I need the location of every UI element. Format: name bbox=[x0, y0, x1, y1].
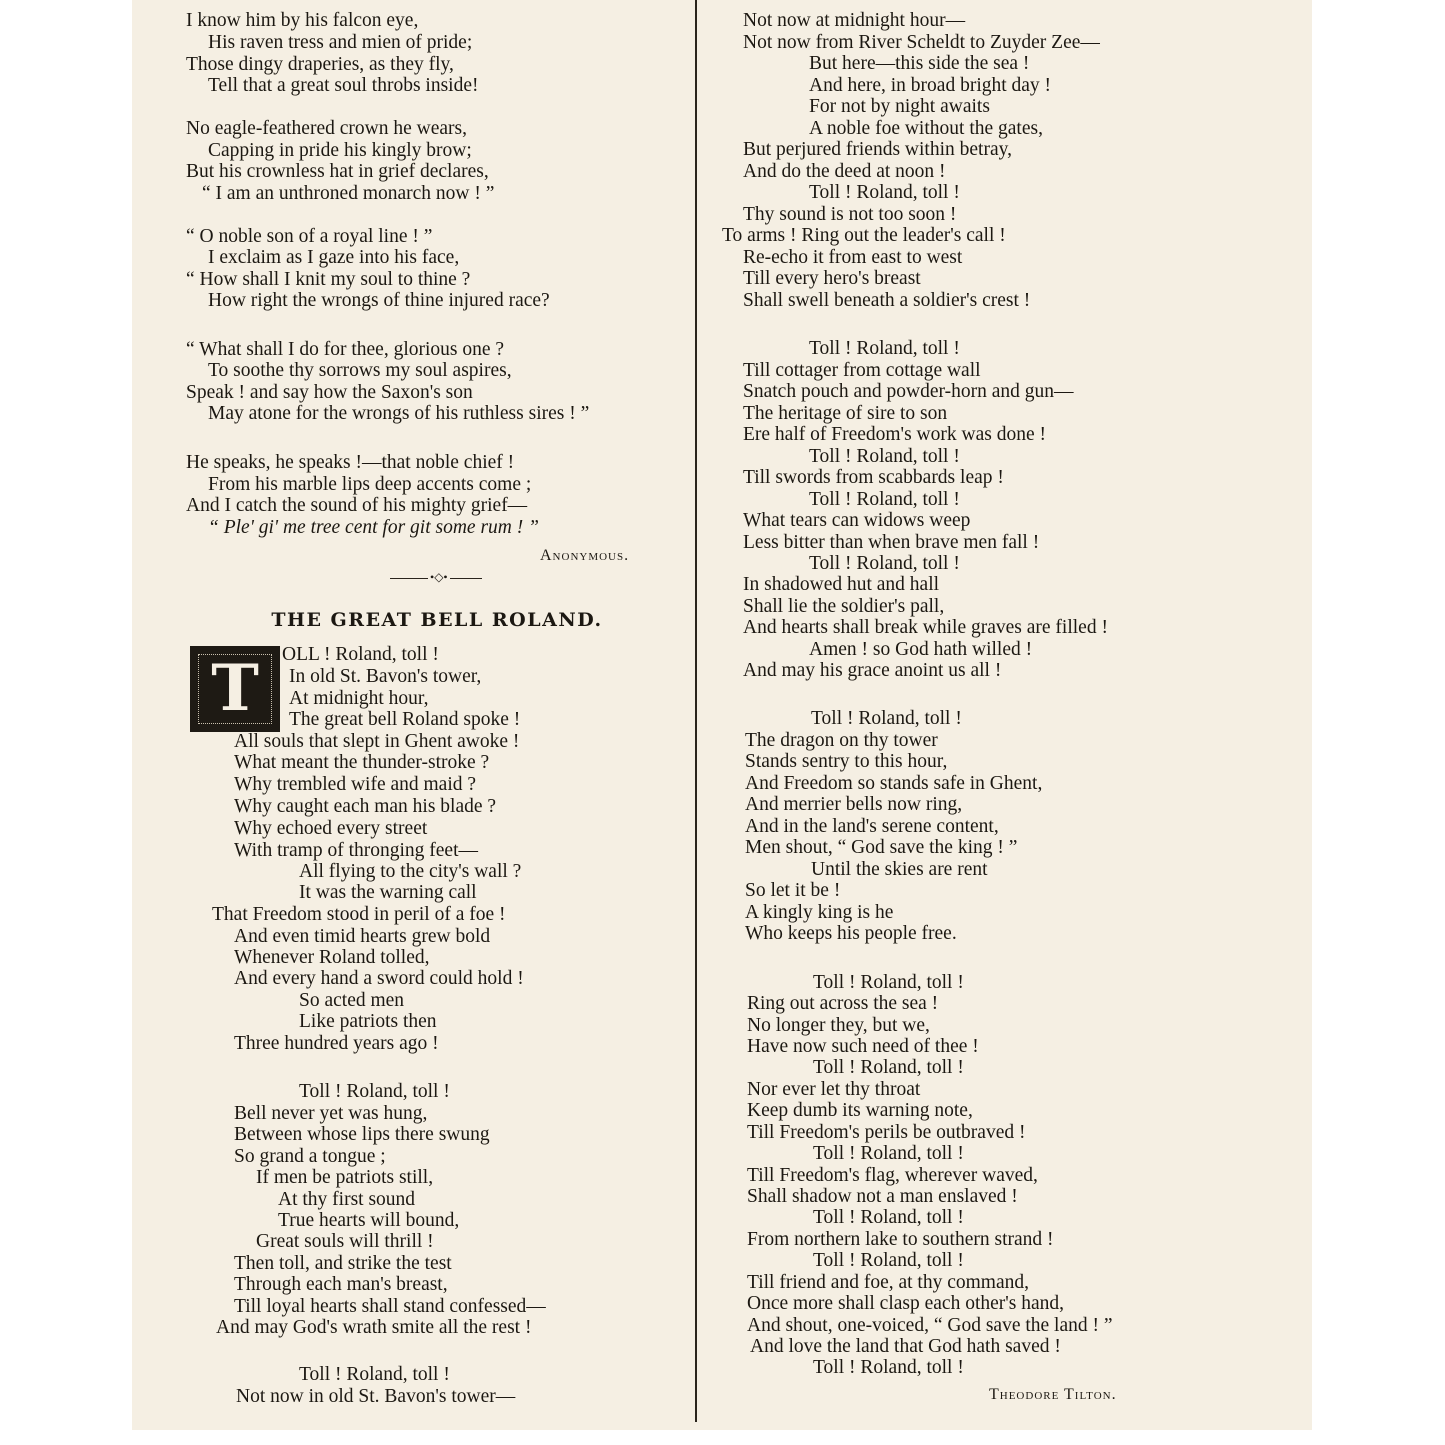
poem-line: At midnight hour, bbox=[289, 688, 429, 709]
poem-line: Shall shadow not a man enslaved ! bbox=[747, 1186, 1018, 1207]
poem-line: From his marble lips deep accents come ; bbox=[208, 474, 532, 495]
poem-line-refrain: Toll ! Roland, toll ! bbox=[299, 1081, 450, 1102]
poem-line: Shall swell beneath a soldier's crest ! bbox=[743, 290, 1031, 311]
poem-line: If men be patriots still, bbox=[256, 1167, 434, 1188]
poem-line: Tell that a great soul throbs inside! bbox=[208, 75, 479, 96]
poem-line: Snatch pouch and powder-horn and gun— bbox=[743, 381, 1074, 402]
poem-line-italic: “ Ple' gi' me tree cent for git some rum ! ” bbox=[208, 517, 539, 538]
poem-line: Thy sound is not too soon ! bbox=[743, 204, 957, 225]
poem-line: Till cottager from cottage wall bbox=[743, 360, 981, 381]
poem-line: And every hand a sword could hold ! bbox=[234, 968, 524, 989]
poem-line: Shall lie the soldier's pall, bbox=[743, 596, 945, 617]
poem-line: Like patriots then bbox=[299, 1011, 437, 1032]
poem-line-refrain: Toll ! Roland, toll ! bbox=[813, 1143, 964, 1164]
poem-line: All flying to the city's wall ? bbox=[299, 861, 522, 882]
poem-line: Bell never yet was hung, bbox=[234, 1103, 428, 1124]
poem-line: Who keeps his people free. bbox=[745, 923, 957, 944]
poem-line: Re-echo it from east to west bbox=[743, 247, 963, 268]
poem-line: And even timid hearts grew bold bbox=[234, 926, 491, 947]
poem-line: That Freedom stood in peril of a foe ! bbox=[212, 904, 506, 925]
poem-line: True hearts will bound, bbox=[278, 1210, 460, 1231]
poem-line: Why trembled wife and maid ? bbox=[234, 774, 477, 795]
poem-line: Have now such need of thee ! bbox=[747, 1036, 979, 1057]
poem-line: To soothe thy sorrows my soul aspires, bbox=[208, 360, 512, 381]
poem-line: In shadowed hut and hall bbox=[743, 574, 940, 595]
poem-line: Great souls will thrill ! bbox=[256, 1231, 434, 1252]
poem-line: All souls that slept in Ghent awoke ! bbox=[234, 731, 520, 752]
poem-line: May atone for the wrongs of his ruthless sires ! ” bbox=[208, 403, 590, 424]
poem-line: Amen ! so God hath willed ! bbox=[809, 639, 1033, 660]
poem-line-refrain: Toll ! Roland, toll ! bbox=[813, 1057, 964, 1078]
page-sheet bbox=[132, 0, 1312, 1430]
poem-line: How right the wrongs of thine injured race? bbox=[208, 290, 550, 311]
poem-line: “ I am an unthroned monarch now ! ” bbox=[202, 183, 495, 204]
poem-line: And Freedom so stands safe in Ghent, bbox=[745, 773, 1043, 794]
attribution-author: Theodore Tilton. bbox=[989, 1386, 1117, 1403]
poem-line: Keep dumb its warning note, bbox=[747, 1100, 973, 1121]
poem-line: To arms ! Ring out the leader's call ! bbox=[722, 225, 1006, 246]
poem-line: The great bell Roland spoke ! bbox=[289, 709, 521, 730]
poem-line: The dragon on thy tower bbox=[745, 730, 938, 751]
poem-line: Ring out across the sea ! bbox=[747, 993, 939, 1014]
poem-title: THE GREAT BELL ROLAND. bbox=[271, 609, 603, 631]
column-rule bbox=[695, 0, 697, 1422]
poem-line: But his crownless hat in grief declares, bbox=[186, 161, 489, 182]
poem-line: Till swords from scabbards leap ! bbox=[743, 467, 1004, 488]
poem-line: No eagle-feathered crown he wears, bbox=[186, 118, 467, 139]
poem-line: In old St. Bavon's tower, bbox=[289, 666, 482, 687]
poem-line: Three hundred years ago ! bbox=[234, 1033, 439, 1054]
poem-line: Till friend and foe, at thy command, bbox=[747, 1272, 1029, 1293]
poem-line: I exclaim as I gaze into his face, bbox=[208, 247, 460, 268]
poem-line: Capping in pride his kingly brow; bbox=[208, 140, 472, 161]
poem-line: A kingly king is he bbox=[745, 902, 894, 923]
dropcap-ornament: T bbox=[190, 646, 280, 732]
poem-line: Whenever Roland tolled, bbox=[234, 947, 430, 968]
poem-line: Through each man's breast, bbox=[234, 1274, 448, 1295]
attribution-anonymous: Anonymous. bbox=[540, 547, 630, 564]
poem-line: Not now in old St. Bavon's tower— bbox=[236, 1386, 516, 1407]
poem-line: “ What shall I do for thee, glorious one ? bbox=[186, 339, 505, 360]
poem-line: No longer they, but we, bbox=[747, 1015, 930, 1036]
divider-ornament: •◇• bbox=[430, 570, 448, 584]
poem-line: Men shout, “ God save the king ! ” bbox=[745, 837, 1018, 858]
poem-line: And do the deed at noon ! bbox=[743, 161, 946, 182]
poem-line: And may his grace anoint us all ! bbox=[743, 660, 1002, 681]
poem-line: So acted men bbox=[299, 990, 405, 1011]
poem-line-refrain: Toll ! Roland, toll ! bbox=[299, 1364, 450, 1385]
poem-line-refrain: Toll ! Roland, toll ! bbox=[813, 1250, 964, 1271]
poem-line: So grand a tongue ; bbox=[234, 1146, 386, 1167]
poem-line: Not now from River Scheldt to Zuyder Zee— bbox=[743, 32, 1100, 53]
poem-line-refrain: Toll ! Roland, toll ! bbox=[809, 338, 960, 359]
poem-line: Till loyal hearts shall stand confessed— bbox=[234, 1296, 546, 1317]
poem-line: But here—this side the sea ! bbox=[809, 53, 1030, 74]
poem-line: With tramp of thronging feet— bbox=[234, 840, 478, 861]
poem-line: Nor ever let thy throat bbox=[747, 1079, 921, 1100]
poem-line: And shout, one-voiced, “ God save the land ! ” bbox=[747, 1315, 1113, 1336]
poem-line: OLL ! Roland, toll ! bbox=[282, 644, 439, 665]
poem-line: Between whose lips there swung bbox=[234, 1124, 490, 1145]
poem-line: His raven tress and mien of pride; bbox=[208, 32, 473, 53]
poem-line-refrain: Toll ! Roland, toll ! bbox=[809, 553, 960, 574]
poem-line: And here, in broad bright day ! bbox=[809, 75, 1052, 96]
poem-line-refrain: Toll ! Roland, toll ! bbox=[809, 489, 960, 510]
section-divider bbox=[390, 570, 482, 584]
poem-line-refrain: Toll ! Roland, toll ! bbox=[813, 1207, 964, 1228]
poem-line: Stands sentry to this hour, bbox=[745, 751, 948, 772]
poem-line: Once more shall clasp each other's hand, bbox=[747, 1293, 1065, 1314]
poem-line: It was the warning call bbox=[299, 882, 477, 903]
poem-line: Until the skies are rent bbox=[811, 859, 988, 880]
poem-line: He speaks, he speaks !—that noble chief ! bbox=[186, 452, 515, 473]
poem-line: Why caught each man his blade ? bbox=[234, 796, 497, 817]
poem-line: Till every hero's breast bbox=[743, 268, 921, 289]
poem-line: Why echoed every street bbox=[234, 818, 428, 839]
poem-line: And merrier bells now ring, bbox=[745, 794, 963, 815]
poem-line: Ere half of Freedom's work was done ! bbox=[743, 424, 1046, 445]
poem-line: And may God's wrath smite all the rest ! bbox=[216, 1317, 532, 1338]
poem-line: What meant the thunder-stroke ? bbox=[234, 752, 490, 773]
poem-line: I know him by his falcon eye, bbox=[186, 10, 419, 31]
poem-line: And love the land that God hath saved ! bbox=[750, 1336, 1061, 1357]
poem-line: But perjured friends within betray, bbox=[743, 139, 1012, 160]
poem-line: Those dingy draperies, as they fly, bbox=[186, 54, 454, 75]
poem-line: Till Freedom's flag, wherever waved, bbox=[747, 1165, 1038, 1186]
poem-line: At thy first sound bbox=[278, 1189, 416, 1210]
poem-line-refrain: Toll ! Roland, toll ! bbox=[811, 708, 962, 729]
poem-line: So let it be ! bbox=[745, 880, 841, 901]
poem-line-refrain: Toll ! Roland, toll ! bbox=[809, 446, 960, 467]
poem-line: Then toll, and strike the test bbox=[234, 1253, 452, 1274]
poem-line: And in the land's serene content, bbox=[745, 816, 999, 837]
poem-line-refrain: Toll ! Roland, toll ! bbox=[813, 1357, 964, 1378]
poem-line: What tears can widows weep bbox=[743, 510, 971, 531]
poem-line-refrain: Toll ! Roland, toll ! bbox=[813, 972, 964, 993]
poem-line: The heritage of sire to son bbox=[743, 403, 948, 424]
poem-line: A noble foe without the gates, bbox=[809, 118, 1043, 139]
poem-line-refrain: Toll ! Roland, toll ! bbox=[809, 182, 960, 203]
poem-line: Not now at midnight hour— bbox=[743, 10, 966, 31]
poem-line: Less bitter than when brave men fall ! bbox=[743, 532, 1040, 553]
poem-line: “ How shall I knit my soul to thine ? bbox=[186, 269, 471, 290]
poem-line: Till Freedom's perils be outbraved ! bbox=[747, 1122, 1026, 1143]
poem-line: For not by night awaits bbox=[809, 96, 990, 117]
poem-line: “ O noble son of a royal line ! ” bbox=[186, 226, 433, 247]
poem-line: And hearts shall break while graves are filled ! bbox=[743, 617, 1108, 638]
poem-line: Speak ! and say how the Saxon's son bbox=[186, 382, 473, 403]
poem-line: From northern lake to southern strand ! bbox=[747, 1229, 1054, 1250]
poem-line: And I catch the sound of his mighty grief— bbox=[186, 495, 528, 516]
